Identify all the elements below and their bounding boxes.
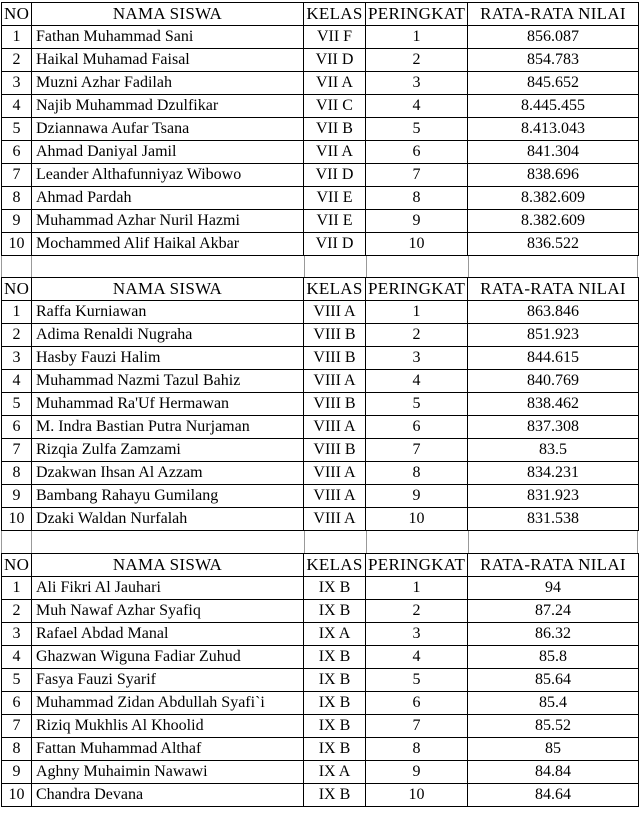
cell-rata-rata-nilai: 838.462: [468, 393, 639, 416]
cell-peringkat: 3: [366, 347, 468, 370]
cell-rata-rata-nilai: 837.308: [468, 416, 639, 439]
cell-no: 9: [2, 485, 32, 508]
column-header-rata-rata-nilai: RATA-RATA NILAI: [468, 3, 639, 26]
cell-kelas: VII B: [304, 118, 366, 141]
cell-peringkat: 9: [366, 210, 468, 233]
cell-rata-rata-nilai: 86.32: [468, 623, 639, 646]
cell-no: 8: [2, 187, 32, 210]
cell-kelas: VIII B: [304, 393, 366, 416]
cell-kelas: IX B: [304, 738, 366, 761]
cell-rata-rata-nilai: 8.382.609: [468, 187, 639, 210]
ranking-table-kelas-ix: [1, 553, 639, 807]
cell-no: 10: [2, 784, 32, 807]
column-header-no: NO: [2, 3, 32, 26]
column-header-nama-siswa: NAMA SISWA: [32, 278, 304, 301]
cell-no: 3: [2, 347, 32, 370]
cell-no: 5: [2, 669, 32, 692]
cell-kelas: VIII A: [304, 301, 366, 324]
cell-no: 7: [2, 439, 32, 462]
cell-no: 2: [2, 324, 32, 347]
cell-peringkat: 7: [366, 164, 468, 187]
cell-nama-siswa: Haikal Muhamad Faisal: [32, 49, 304, 72]
cell-nama-siswa: Aghny Muhaimin Nawawi: [32, 761, 304, 784]
student-row: [2, 462, 639, 485]
cell-peringkat: 8: [366, 462, 468, 485]
cell-kelas: VIII A: [304, 462, 366, 485]
column-header-no: NO: [2, 278, 32, 301]
student-row: [2, 669, 639, 692]
column-header-kelas: KELAS: [304, 554, 366, 577]
gap-gridline-segment: [32, 256, 305, 277]
student-row: [2, 623, 639, 646]
cell-kelas: IX B: [304, 577, 366, 600]
student-row: [2, 301, 639, 324]
student-row: [2, 485, 639, 508]
header-row: [2, 554, 639, 577]
cell-no: 7: [2, 715, 32, 738]
cell-kelas: VIII B: [304, 347, 366, 370]
student-row: [2, 761, 639, 784]
gap-gridline-segment: [469, 531, 638, 553]
cell-kelas: VII F: [304, 26, 366, 49]
student-row: [2, 508, 639, 531]
student-row: [2, 187, 639, 210]
cell-nama-siswa: Dziannawa Aufar Tsana: [32, 118, 304, 141]
student-row: [2, 324, 639, 347]
cell-rata-rata-nilai: 854.783: [468, 49, 639, 72]
cell-nama-siswa: Fattan Muhammad Althaf: [32, 738, 304, 761]
cell-no: 7: [2, 164, 32, 187]
cell-nama-siswa: Mochammed Alif Haikal Akbar: [32, 233, 304, 256]
cell-no: 2: [2, 600, 32, 623]
cell-peringkat: 1: [366, 26, 468, 49]
cell-rata-rata-nilai: 85.64: [468, 669, 639, 692]
student-row: [2, 118, 639, 141]
student-row: [2, 600, 639, 623]
cell-peringkat: 4: [366, 95, 468, 118]
student-row: [2, 715, 639, 738]
cell-nama-siswa: Hasby Fauzi Halim: [32, 347, 304, 370]
student-row: [2, 49, 639, 72]
cell-rata-rata-nilai: 8.382.609: [468, 210, 639, 233]
cell-peringkat: 5: [366, 118, 468, 141]
cell-kelas: IX B: [304, 669, 366, 692]
student-row: [2, 439, 639, 462]
cell-rata-rata-nilai: 83.5: [468, 439, 639, 462]
cell-no: 1: [2, 26, 32, 49]
column-header-nama-siswa: NAMA SISWA: [32, 3, 304, 26]
cell-nama-siswa: Raffa Kurniawan: [32, 301, 304, 324]
student-row: [2, 26, 639, 49]
cell-kelas: IX B: [304, 784, 366, 807]
cell-rata-rata-nilai: 831.923: [468, 485, 639, 508]
cell-rata-rata-nilai: 87.24: [468, 600, 639, 623]
cell-peringkat: 2: [366, 324, 468, 347]
cell-nama-siswa: Ahmad Daniyal Jamil: [32, 141, 304, 164]
cell-peringkat: 2: [366, 600, 468, 623]
cell-no: 4: [2, 95, 32, 118]
cell-nama-siswa: Fathan Muhammad Sani: [32, 26, 304, 49]
cell-nama-siswa: Fasya Fauzi Syarif: [32, 669, 304, 692]
cell-nama-siswa: Dzakwan Ihsan Al Azzam: [32, 462, 304, 485]
column-header-peringkat: PERINGKAT: [366, 3, 468, 26]
cell-rata-rata-nilai: 844.615: [468, 347, 639, 370]
student-row: [2, 233, 639, 256]
student-row: [2, 347, 639, 370]
column-header-rata-rata-nilai: RATA-RATA NILAI: [468, 278, 639, 301]
cell-nama-siswa: Najib Muhammad Dzulfikar: [32, 95, 304, 118]
cell-no: 6: [2, 692, 32, 715]
cell-rata-rata-nilai: 84.64: [468, 784, 639, 807]
student-row: [2, 393, 639, 416]
column-header-kelas: KELAS: [304, 3, 366, 26]
column-header-rata-rata-nilai: RATA-RATA NILAI: [468, 554, 639, 577]
cell-peringkat: 7: [366, 715, 468, 738]
gap-gridline-segment: [469, 256, 638, 277]
student-row: [2, 646, 639, 669]
cell-rata-rata-nilai: 8.445.455: [468, 95, 639, 118]
student-row: [2, 164, 639, 187]
cell-rata-rata-nilai: 863.846: [468, 301, 639, 324]
cell-rata-rata-nilai: 94: [468, 577, 639, 600]
cell-no: 10: [2, 508, 32, 531]
cell-peringkat: 2: [366, 49, 468, 72]
cell-rata-rata-nilai: 85.52: [468, 715, 639, 738]
student-row: [2, 370, 639, 393]
cell-peringkat: 7: [366, 439, 468, 462]
cell-nama-siswa: Bambang Rahayu Gumilang: [32, 485, 304, 508]
cell-nama-siswa: Chandra Devana: [32, 784, 304, 807]
gap-gridline-segment: [1, 531, 32, 553]
gap-gridline-segment: [305, 256, 367, 277]
gap-gridline-segment: [1, 256, 32, 277]
cell-no: 4: [2, 370, 32, 393]
cell-kelas: VII D: [304, 49, 366, 72]
cell-peringkat: 10: [366, 233, 468, 256]
cell-kelas: VII D: [304, 164, 366, 187]
cell-peringkat: 1: [366, 301, 468, 324]
cell-nama-siswa: Muhammad Azhar Nuril Hazmi: [32, 210, 304, 233]
header-row: [2, 3, 639, 26]
cell-nama-siswa: Ahmad Pardah: [32, 187, 304, 210]
cell-rata-rata-nilai: 85.4: [468, 692, 639, 715]
gap-gridline-segment: [305, 531, 367, 553]
cell-nama-siswa: Rafael Abdad Manal: [32, 623, 304, 646]
cell-nama-siswa: Muhammad Zidan Abdullah Syafi`i: [32, 692, 304, 715]
column-header-peringkat: PERINGKAT: [366, 278, 468, 301]
student-row: [2, 72, 639, 95]
student-row: [2, 738, 639, 761]
cell-no: 1: [2, 301, 32, 324]
cell-rata-rata-nilai: 851.923: [468, 324, 639, 347]
cell-nama-siswa: Dzaki Waldan Nurfalah: [32, 508, 304, 531]
cell-kelas: VIII A: [304, 370, 366, 393]
cell-peringkat: 9: [366, 485, 468, 508]
student-row: [2, 141, 639, 164]
student-row: [2, 210, 639, 233]
cell-peringkat: 8: [366, 187, 468, 210]
cell-no: 5: [2, 393, 32, 416]
cell-no: 9: [2, 210, 32, 233]
cell-rata-rata-nilai: 838.696: [468, 164, 639, 187]
cell-peringkat: 3: [366, 72, 468, 95]
cell-peringkat: 8: [366, 738, 468, 761]
cell-peringkat: 1: [366, 577, 468, 600]
cell-kelas: VII C: [304, 95, 366, 118]
cell-peringkat: 5: [366, 393, 468, 416]
header-row: [2, 278, 639, 301]
cell-no: 6: [2, 141, 32, 164]
cell-rata-rata-nilai: 845.652: [468, 72, 639, 95]
ranking-table-kelas-vii: [1, 2, 639, 256]
cell-rata-rata-nilai: 85: [468, 738, 639, 761]
cell-nama-siswa: Ali Fikri Al Jauhari: [32, 577, 304, 600]
cell-nama-siswa: Adima Renaldi Nugraha: [32, 324, 304, 347]
column-header-no: NO: [2, 554, 32, 577]
table-gap: [1, 531, 638, 553]
cell-rata-rata-nilai: 840.769: [468, 370, 639, 393]
cell-nama-siswa: M. Indra Bastian Putra Nurjaman: [32, 416, 304, 439]
student-row: [2, 95, 639, 118]
cell-peringkat: 10: [366, 508, 468, 531]
gap-gridline-segment: [32, 531, 305, 553]
cell-peringkat: 4: [366, 646, 468, 669]
cell-nama-siswa: Muh Nawaf Azhar Syafiq: [32, 600, 304, 623]
cell-peringkat: 4: [366, 370, 468, 393]
cell-rata-rata-nilai: 85.8: [468, 646, 639, 669]
cell-no: 6: [2, 416, 32, 439]
cell-nama-siswa: Muzni Azhar Fadilah: [32, 72, 304, 95]
cell-no: 8: [2, 738, 32, 761]
cell-rata-rata-nilai: 834.231: [468, 462, 639, 485]
cell-nama-siswa: Ghazwan Wiguna Fadiar Zuhud: [32, 646, 304, 669]
cell-kelas: VII D: [304, 233, 366, 256]
cell-no: 3: [2, 623, 32, 646]
cell-kelas: VIII A: [304, 416, 366, 439]
cell-kelas: VIII B: [304, 324, 366, 347]
cell-rata-rata-nilai: 831.538: [468, 508, 639, 531]
column-header-nama-siswa: NAMA SISWA: [32, 554, 304, 577]
cell-kelas: VII E: [304, 187, 366, 210]
cell-no: 8: [2, 462, 32, 485]
cell-peringkat: 6: [366, 416, 468, 439]
cell-peringkat: 3: [366, 623, 468, 646]
student-row: [2, 692, 639, 715]
cell-peringkat: 6: [366, 141, 468, 164]
student-row: [2, 784, 639, 807]
cell-nama-siswa: Rizqia Zulfa Zamzami: [32, 439, 304, 462]
table-gap: [1, 256, 638, 277]
cell-kelas: VIII A: [304, 485, 366, 508]
cell-no: 4: [2, 646, 32, 669]
student-row: [2, 577, 639, 600]
cell-peringkat: 5: [366, 669, 468, 692]
cell-nama-siswa: Muhammad Ra'Uf Hermawan: [32, 393, 304, 416]
column-header-peringkat: PERINGKAT: [366, 554, 468, 577]
cell-no: 2: [2, 49, 32, 72]
cell-no: 9: [2, 761, 32, 784]
cell-peringkat: 10: [366, 784, 468, 807]
cell-nama-siswa: Leander Althafunniyaz Wibowo: [32, 164, 304, 187]
cell-kelas: IX B: [304, 692, 366, 715]
cell-rata-rata-nilai: 836.522: [468, 233, 639, 256]
cell-no: 1: [2, 577, 32, 600]
cell-kelas: IX A: [304, 761, 366, 784]
cell-rata-rata-nilai: 84.84: [468, 761, 639, 784]
cell-kelas: VII A: [304, 72, 366, 95]
cell-peringkat: 6: [366, 692, 468, 715]
gap-gridline-segment: [367, 256, 469, 277]
cell-rata-rata-nilai: 841.304: [468, 141, 639, 164]
cell-peringkat: 9: [366, 761, 468, 784]
cell-kelas: VII E: [304, 210, 366, 233]
gap-gridline-segment: [367, 531, 469, 553]
cell-rata-rata-nilai: 856.087: [468, 26, 639, 49]
cell-rata-rata-nilai: 8.413.043: [468, 118, 639, 141]
ranking-table-kelas-viii: [1, 277, 639, 531]
student-row: [2, 416, 639, 439]
cell-nama-siswa: Muhammad Nazmi Tazul Bahiz: [32, 370, 304, 393]
cell-kelas: IX B: [304, 715, 366, 738]
cell-no: 3: [2, 72, 32, 95]
cell-kelas: IX B: [304, 600, 366, 623]
cell-nama-siswa: Riziq Mukhlis Al Khoolid: [32, 715, 304, 738]
cell-kelas: VIII B: [304, 439, 366, 462]
column-header-kelas: KELAS: [304, 278, 366, 301]
cell-no: 10: [2, 233, 32, 256]
cell-kelas: IX B: [304, 646, 366, 669]
cell-no: 5: [2, 118, 32, 141]
cell-kelas: VII A: [304, 141, 366, 164]
cell-kelas: VIII A: [304, 508, 366, 531]
cell-kelas: IX A: [304, 623, 366, 646]
